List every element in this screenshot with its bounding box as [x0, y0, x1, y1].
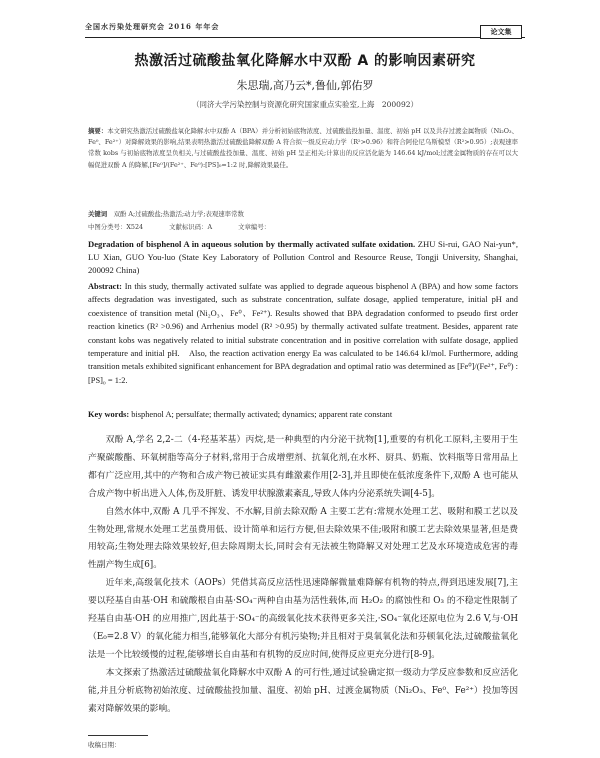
chinese-keywords-text: 双酚 A;过硫酸盐;热激活;动力学;表观速率常数 — [113, 210, 244, 218]
english-keywords — [88, 408, 518, 421]
body-paragraph-1: 双酚 A,学名 2,2-二（4-羟基苯基）丙烷,是一种典型的内分泌干扰物[1],重要的有机化工原料,主要用于生产聚碳酸酯、环氧树脂等高分子材料,常用于合成增塑剂、抗氧化剂,在水杯、厨具、奶瓶、饮料瓶等日常用品上都有广泛应用,其中的产物和合成产物已被证实具有雌激素作用[2-3],并且即使在低浓度条件下,双酚 A 也可能从合成产物中析出进入人体,伤及肝脏、诱发甲状腺激素紊乱,导致人体内分泌系统失调[4-5]。 — [88, 435, 518, 499]
english-abstract-label: Abstract: — [88, 282, 122, 291]
english-title-block — [88, 238, 518, 277]
collection-tag: 论文集 — [480, 25, 522, 39]
chinese-abstract-label: 摘要： — [88, 127, 108, 135]
body-paragraph-4: 本文探索了热激活过硫酸盐氧化降解水中双酚 A 的可行性,通过试验确定拟一级动力学反应参数和反应活化能,并且分析底物初始浓度、过硫酸盐投加量、温度、初始 pH、过渡金属物质（Ni₂O₃、Fe⁰、Fe²⁺）投加等因素对降解效果的影响。 — [88, 667, 518, 714]
journal-header: 全国水污染处理研究会 2016 年年会 — [85, 22, 220, 31]
english-keywords-text: bisphenol A; persulfate; thermally activated; dynamics; apparent rate constant — [131, 410, 393, 419]
paper-title: 热激活过硫酸盐氧化降解水中双酚 A 的影响因素研究 — [134, 53, 476, 69]
chinese-abstract-text: 本文研究热激活过硫酸盐氧化降解水中双酚 A（BPA）并分析初始底物浓度、过硫酸盐投加量、温度、初始 pH 以及共存过渡金属物质（Ni₂O₃、Fe⁰、Fe²⁺）对降解效果的影响,结果表明热激活过硫酸盐降解双酚 A 符合拟一级反应动力学（R²>0.96）和符合阿伦尼乌斯模型（R²>0.95）;表观速率常数 kobs 与初始底物浓度呈负相关,与过硫酸盐投加量、温度、初始 pH 呈正相关;计算出的反应活化能为 146.64 kJ/mol;过渡金属物质的存在可以大幅促进双酚 A 的降解,[Fe⁰]/(Fe²⁺、Fe⁰):[PS]₀=1:2 时,降解效果最佳。 — [88, 127, 518, 169]
body-text — [88, 432, 518, 719]
chinese-keywords-label: 关键词 — [88, 210, 108, 218]
article-number: 文章编号： — [238, 223, 271, 231]
document-code: 文献标识码：A — [169, 223, 213, 231]
chinese-abstract — [88, 126, 518, 171]
english-keywords-label: Key words: — [88, 410, 130, 419]
english-abstract-text: In this study, thermally activated sulfate was applied to degrade aqueous bisphenol A (BPA) and how some factors affects degradation was investigated, such as substrate concentration, sulfate dosage, applied temperature, initial pH and coexistence of transition metal (Ni₂O₃、Fe⁰、Fe²⁺). Results showed that BPA degradation conformed to pseudo first order reaction kinetics (R² >0.96) and Arrhenius model (R² >0.95) by thermally activated sulfate treatment. Besides, apparent rate constant kobs was negatively related to initial substrate concentration and in positive correlation with sulfate dosage, applied temperature and initial pH. Also, the reaction activation energy Ea was calculated to be 146.64 kJ/mol. Furthermore, adding transition metals exhibited significant enhancement for BPA degradation and optimal ratio was determined as [Fe⁰]/(Fe²⁺, Fe⁰) : [PS]₀ = 1:2. — [88, 282, 519, 385]
footnote-rule — [88, 735, 148, 736]
body-paragraph-3: 近年来,高级氧化技术（AOPs）凭借其高反应活性迅速降解微量难降解有机物的特点,得到迅速发展[7],主要以羟基自由基·OH 和硫酸根自由基·SO₄⁻两种自由基为活性载体,而 H₂O₂ 的腐蚀性和 O₃ 的不稳定性限制了羟基自由基·OH 的应用推广,因此基于·SO₄⁻的高级氧化技术获得更多关注,·SO₄⁻氧化还原电位为 2.6 V,与·OH（E₀=2.8 V）的氧化能力相当,能够氧化大部分有机污染物;并且相对于臭氧氧化法和芬顿氧化法,过硫酸盐氧化法是一个比较缓慢的过程,能够增长自由基和有机物的反应时间,使得反应更充分进行[8-9]。 — [88, 578, 518, 660]
english-abstract — [88, 280, 518, 387]
classification-number: 中图分类号：X524 — [88, 223, 144, 231]
paper-affiliation: （同济大学污染控制与资源化研究国家重点实验室,上海 200092） — [191, 100, 418, 109]
received-date-footnote: 收稿日期： — [88, 741, 121, 749]
body-paragraph-2: 自然水体中,双酚 A 几乎不挥发、不水解,目前去除双酚 A 主要工艺有:常规水处理工艺、吸附和膜工艺以及生物处理,常规水处理工艺虽费用低、设计简单和运行方便,但去除效果不佳;吸附和膜工艺去除效果显著,但是费用较高;生物处理去除效果较好,但去除周期太长,同时会有无法被生物降解又对处理工艺及水环境造成危害的毒性副产物生成[6]。 — [88, 506, 518, 571]
chinese-keywords — [88, 209, 518, 220]
english-authors-affiliation: ZHU Si-rui, GAO Nai-yun*, LU Xian, GUO You-luo (State Key Laboratory of Pollution Control and Resource Reuse, Tongji University, Shanghai, 200092 China) — [88, 239, 519, 275]
english-title: Degradation of bisphenol A in aqueous solution by thermally activated sulfate oxidation. — [88, 239, 416, 249]
paper-authors: 朱思瑞,高乃云*,鲁仙,郭佑罗 — [236, 79, 374, 92]
header-rule — [85, 37, 525, 38]
classification-row — [88, 222, 518, 231]
